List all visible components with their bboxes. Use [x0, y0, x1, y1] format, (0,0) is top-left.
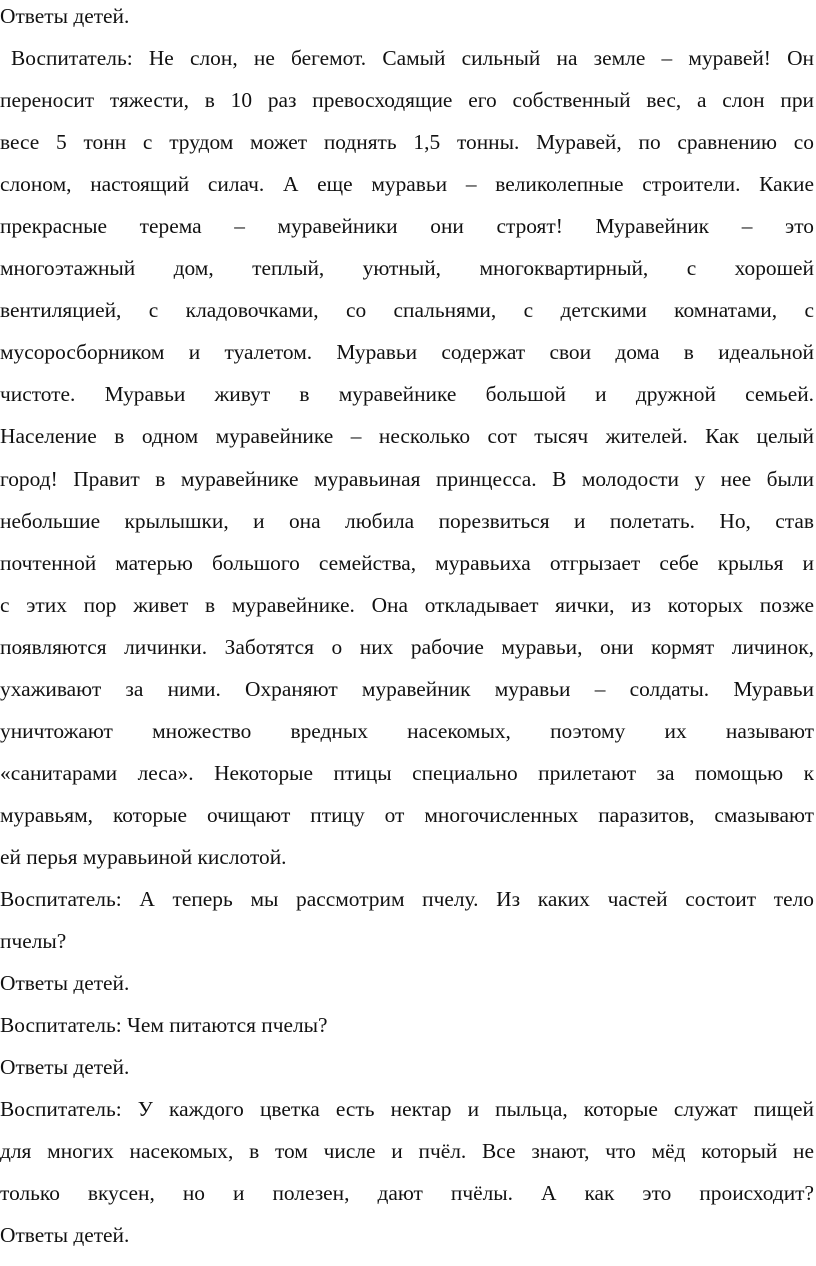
text-line: Воспитатель: А теперь мы рассмотрим пчелу. Из каких частей состоит тело [0, 886, 814, 911]
text-line: «санитарами леса». Некоторые птицы специально прилетают за помощью к [0, 760, 814, 785]
text-line: Ответы детей. [0, 1223, 130, 1248]
text-line: только вкусен, но и полезен, дают пчёлы. А как это происходит? [0, 1181, 814, 1206]
text-line: пчелы? [0, 929, 67, 954]
text-line: Ответы детей. [0, 1055, 130, 1080]
text-line: с этих пор живет в муравейнике. Она откладывает яички, из которых позже [0, 592, 814, 617]
text-line: чистоте. Муравьи живут в муравейнике большой и дружной семьей. [0, 382, 814, 407]
text-line: появляются личинки. Заботятся о них рабочие муравьи, они кормят личинок, [0, 634, 814, 659]
text-line: Воспитатель: Чем питаются пчелы? [0, 1013, 328, 1038]
text-line: город! Правит в муравейнике муравьиная принцесса. В молодости у нее были [0, 466, 814, 491]
text-line: переносит тяжести, в 10 раз превосходящие его собственный вес, а слон при [0, 88, 814, 113]
text-line: для многих насекомых, в том числе и пчёл. Все знают, что мёд который не [0, 1139, 814, 1164]
text-line: многоэтажный дом, теплый, уютный, многоквартирный, с хорошей [0, 256, 814, 281]
text-line: Ответы детей. [0, 4, 130, 28]
text-line: ухаживают за ними. Охраняют муравейник муравьи – солдаты. Муравьи [0, 676, 814, 701]
text-line: Воспитатель: Не слон, не бегемот. Самый сильный на земле – муравей! Он [11, 46, 814, 71]
text-line: вентиляцией, с кладовочками, со спальнями, с детскими комнатами, с [0, 298, 814, 323]
text-line: Воспитатель: У каждого цветка есть нектар и пыльца, которые служат пищей [0, 1097, 814, 1122]
text-line: ей перья муравьиной кислотой. [0, 844, 287, 869]
text-line: мусоросборником и туалетом. Муравьи содержат свои дома в идеальной [0, 340, 814, 365]
text-line: Население в одном муравейнике – несколько сот тысяч жителей. Как целый [0, 424, 814, 449]
text-line: муравьям, которые очищают птицу от многочисленных паразитов, смазывают [0, 802, 814, 827]
text-line: прекрасные терема – муравейники они строят! Муравейник – это [0, 214, 814, 239]
text-line: небольшие крылышки, и она любила порезвиться и полетать. Но, став [0, 508, 814, 533]
text-line: Ответы детей. [0, 971, 130, 996]
text-line: уничтожают множество вредных насекомых, поэтому их называют [0, 718, 814, 743]
text-line: слоном, настоящий силач. А еще муравьи – великолепные строители. Какие [0, 172, 814, 197]
text-line: весе 5 тонн с трудом может поднять 1,5 тонны. Муравей, по сравнению со [0, 130, 814, 155]
text-line: почтенной матерью большого семейства, муравьиха отгрызает себе крылья и [0, 550, 814, 575]
